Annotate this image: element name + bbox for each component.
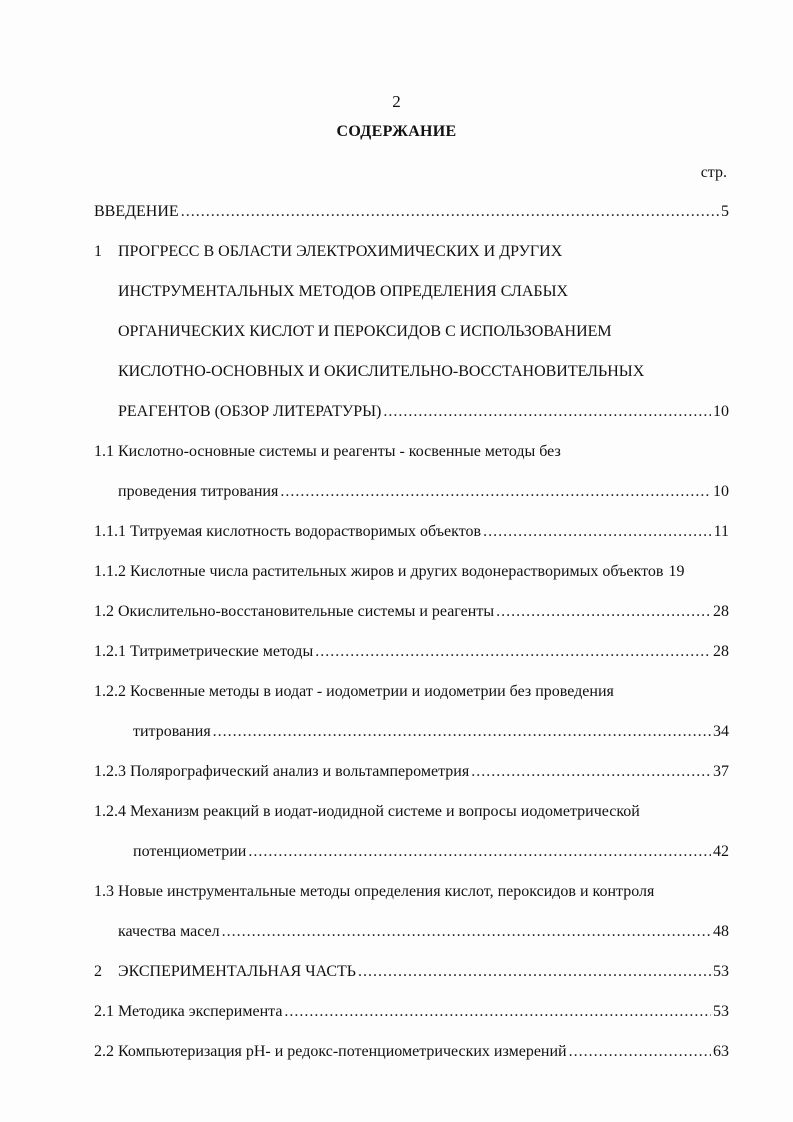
toc-entry-1-2-4 (133, 842, 729, 862)
leader-dots (383, 402, 711, 422)
toc-entry-page: 63 (713, 1043, 729, 1060)
toc-entry-text: качества масел (118, 923, 220, 940)
toc-entry-line: ПРОГРЕСС В ОБЛАСТИ ЭЛЕКТРОХИМИЧЕСКИХ И ДРУГИХ (118, 243, 563, 260)
toc-entry-text: титрования (133, 723, 211, 740)
toc-entry-1-2-1 (94, 642, 729, 662)
toc-entry-line: ИНСТРУМЕНТАЛЬНЫХ МЕТОДОВ ОПРЕДЕЛЕНИЯ СЛАБЫХ (118, 283, 569, 300)
leader-dots (222, 922, 711, 942)
page-title: СОДЕРЖАНИЕ (336, 123, 457, 140)
page-number: 2 (392, 92, 401, 111)
leader-dots (248, 842, 711, 862)
toc-entry-text: потенциометрии (133, 843, 247, 860)
toc-entry-line: КИСЛОТНО-ОСНОВНЫХ И ОКИСЛИТЕЛЬНО-ВОССТАНОВИТЕЛЬНЫХ (118, 363, 645, 380)
toc-entry-page: 53 (713, 963, 729, 980)
toc-entry-text: 1.2.1 Титриметрические методы (94, 643, 314, 660)
toc-entry-text: РЕАГЕНТОВ (ОБЗОР ЛИТЕРАТУРЫ) (118, 403, 382, 420)
leader-dots (284, 1002, 711, 1022)
leader-dots (471, 762, 711, 782)
toc-entry-text: 2.1 Методика эксперимента (94, 1003, 283, 1020)
toc-entry-text: 1.2 Окислительно-восстановительные системы и реагенты (94, 603, 495, 620)
toc-entry-page: 5 (721, 203, 729, 220)
toc-entry-introduction (94, 202, 729, 222)
toc-entry-1-1-2 (94, 562, 729, 582)
page-column-label: стр. (700, 164, 727, 181)
toc-entry-chapter-1 (118, 402, 729, 422)
leader-dots (181, 202, 719, 222)
leader-dots (315, 642, 711, 662)
toc-entry-text: ВВЕДЕНИЕ (94, 203, 179, 220)
toc-entry-1-2-3 (94, 762, 729, 782)
toc-entry-page: 28 (713, 643, 729, 660)
toc-entry-line: 1.1 Кислотно-основные системы и реагенты - косвенные методы без (94, 443, 561, 460)
toc-entry-page: 10 (713, 403, 729, 420)
toc-entry-page: 42 (713, 843, 729, 860)
toc-entry-page: 37 (713, 763, 729, 780)
toc-entry-1-3 (118, 922, 729, 942)
toc-entry-chapter-2 (118, 962, 729, 982)
toc-entry-line: ОРГАНИЧЕСКИХ КИСЛОТ И ПЕРОКСИДОВ С ИСПОЛЬЗОВАНИЕМ (118, 323, 612, 340)
leader-dots (280, 482, 711, 502)
toc-entry-page: 48 (713, 923, 729, 940)
toc-entry-text: ЭКСПЕРИМЕНТАЛЬНАЯ ЧАСТЬ (118, 963, 356, 980)
toc-entry-1-2 (94, 602, 729, 622)
toc-entry-line: 1.3 Новые инструментальные методы определения кислот, пероксидов и контроля (94, 883, 655, 900)
leader-dots (213, 722, 711, 742)
toc-entry-line: 1.2.2 Косвенные методы в иодат - иодометрии и иодометрии без проведения (94, 683, 614, 700)
toc-entry-1-2-2 (133, 722, 729, 742)
toc-entry-line: 1.2.4 Механизм реакций в иодат-иодидной системе и вопросы иодометрической (94, 803, 640, 820)
toc-entry-page: 53 (713, 1003, 729, 1020)
toc-entry-2-1 (94, 1002, 729, 1022)
toc-chapter-number: 1 (94, 243, 102, 260)
toc-entry-text: проведения титрования (118, 483, 279, 500)
toc-entry-2-2 (94, 1042, 729, 1062)
toc-entry-page: 28 (713, 603, 729, 620)
toc-entry-page: 11 (713, 523, 729, 540)
toc-entry-text: 2.2 Компьютеризация pH- и редокс-потенциометрических измерений (94, 1043, 567, 1060)
toc-entry-page: 19 (668, 563, 685, 580)
toc-entry-text: 1.2.3 Полярографический анализ и вольтамперометрия (94, 763, 470, 780)
toc-entry-text: 1.1.2 Кислотные числа растительных жиров и других водонерастворимых объектов (94, 563, 664, 580)
toc-entry-page: 10 (713, 483, 729, 500)
leader-dots (496, 602, 711, 622)
toc-entry-text: 1.1.1 Титруемая кислотность водорастворимых объектов (94, 523, 482, 540)
leader-dots (569, 1042, 711, 1062)
toc-entry-1-1 (118, 482, 729, 502)
toc-entry-1-1-1 (94, 522, 729, 542)
leader-dots (483, 522, 712, 542)
toc-entry-page: 34 (713, 723, 729, 740)
toc-chapter-number: 2 (94, 963, 102, 980)
leader-dots (358, 962, 711, 982)
